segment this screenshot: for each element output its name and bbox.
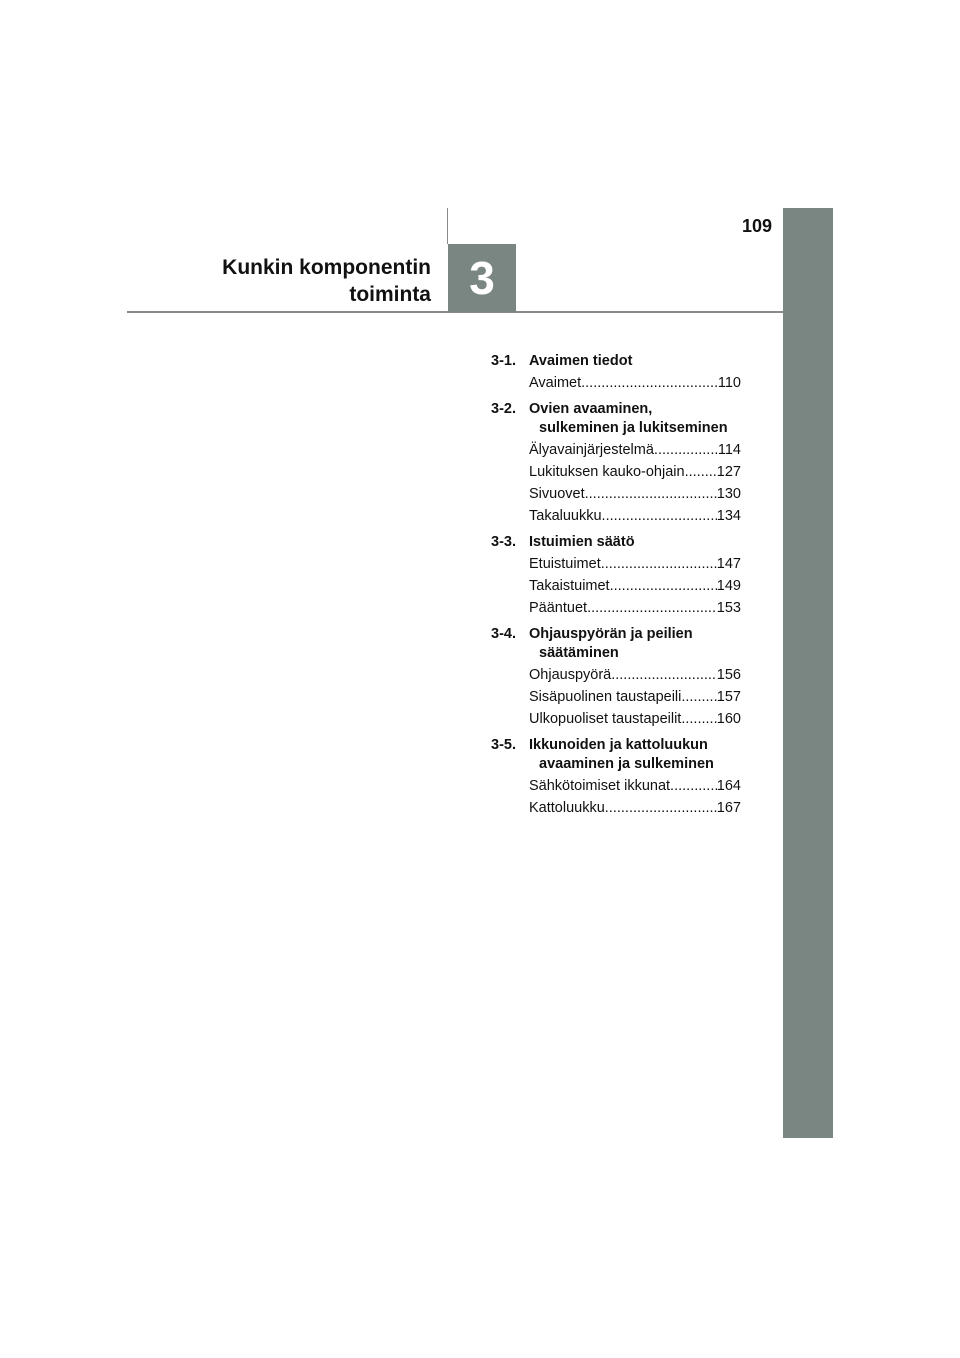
toc-entry-label: Takaluukku	[529, 508, 602, 524]
page-number: 109	[741, 216, 772, 236]
toc-entry-leader	[654, 441, 718, 460]
toc-section-number: 3-5.	[491, 737, 516, 753]
toc-section-heading	[491, 533, 741, 552]
toc-entry-leader	[681, 710, 716, 729]
toc-section-title	[529, 400, 741, 438]
toc-entry[interactable]	[529, 441, 741, 460]
header-vertical-rule	[447, 208, 448, 244]
toc-entry-page: 147	[716, 556, 741, 572]
toc-entry[interactable]	[529, 485, 741, 504]
toc-section-title	[529, 533, 741, 552]
toc-section-number: 3-2.	[491, 401, 516, 417]
toc-section-title	[529, 352, 741, 371]
toc-entry[interactable]	[529, 577, 741, 596]
toc-entry-page: 153	[716, 600, 741, 616]
toc-entry-page: 157	[716, 689, 741, 705]
toc-section-title	[529, 625, 741, 663]
toc-entry-label: Takaistuimet	[529, 578, 610, 594]
toc-entry-page: 134	[716, 508, 741, 524]
toc-section-title	[529, 736, 741, 774]
toc-entry-leader	[581, 374, 718, 393]
toc-entry-page: 127	[716, 464, 741, 480]
toc-entry[interactable]	[529, 555, 741, 574]
toc-section-title-line1: Ikkunoiden ja kattoluukun	[529, 737, 708, 753]
toc-entry-label: Avaimet	[529, 375, 582, 391]
toc-entry-label: Älyavainjärjestelmä	[529, 442, 654, 458]
toc-entry[interactable]	[529, 507, 741, 526]
toc-entry-label: Etuistuimet	[529, 556, 601, 572]
toc-entry-leader	[602, 507, 717, 526]
toc-entry-label: Pääntuet	[529, 600, 588, 616]
chapter-title-line2: toiminta	[349, 283, 431, 306]
toc-entry-label: Sähkötoimiset ikkunat	[529, 778, 671, 794]
toc-section-number: 3-1.	[491, 353, 516, 369]
toc-entry[interactable]	[529, 688, 741, 707]
toc-entry-label: Kattoluukku	[529, 800, 605, 816]
toc-entry-page: 160	[716, 711, 741, 727]
toc-entry[interactable]	[529, 710, 741, 729]
toc-entry-leader	[605, 799, 717, 818]
chapter-title-line1: Kunkin komponentin	[222, 256, 431, 279]
toc-entry[interactable]	[529, 799, 741, 818]
toc-entry[interactable]	[529, 374, 741, 393]
toc-entry-leader	[611, 666, 717, 685]
toc-section-title-line1: Ovien avaaminen,	[529, 401, 653, 417]
toc-section-heading	[491, 352, 741, 371]
toc-section-title-line1: Istuimien säätö	[529, 534, 635, 550]
toc-entry-label: Lukituksen kauko-ohjain	[529, 464, 685, 480]
toc-entry-page: 110	[717, 375, 741, 391]
toc-section-title-line1: Ohjauspyörän ja peilien	[529, 626, 693, 642]
toc-entry-leader	[670, 777, 717, 796]
toc-section-title-line2: säätäminen	[539, 645, 619, 661]
toc-entry-page: 164	[716, 778, 741, 794]
toc-entry[interactable]	[529, 599, 741, 618]
toc-section-title-line2: sulkeminen ja lukitseminen	[539, 420, 728, 436]
toc-section-number: 3-4.	[491, 626, 516, 642]
toc-section-number: 3-3.	[491, 534, 516, 550]
toc-entry-leader	[601, 555, 717, 574]
toc-entry-label: Ulkopuoliset taustapeilit	[529, 711, 682, 727]
toc-section-title-line1: Avaimen tiedot	[529, 353, 633, 369]
toc-entry-leader	[585, 485, 717, 504]
toc-section-heading	[491, 736, 741, 774]
toc-entry-label: Ohjauspyörä	[529, 667, 612, 683]
toc-section-heading	[491, 400, 741, 438]
chapter-number-badge: 3	[448, 244, 516, 312]
toc-entry-page: 114	[717, 442, 741, 458]
toc-entry-leader	[610, 577, 717, 596]
toc-entry-leader	[685, 463, 717, 482]
toc-entry[interactable]	[529, 463, 741, 482]
toc-entry-label: Sivuovet	[529, 486, 585, 502]
toc-entry-label: Sisäpuolinen taustapeili	[529, 689, 682, 705]
toc-entry[interactable]	[529, 666, 741, 685]
toc-entry-leader	[587, 599, 717, 618]
toc-entry-page: 156	[716, 667, 741, 683]
toc-entry-leader	[681, 688, 716, 707]
toc-entry[interactable]	[529, 777, 741, 796]
chapter-title	[131, 254, 431, 308]
toc-entry-page: 167	[716, 800, 741, 816]
toc-entry-page: 149	[716, 578, 741, 594]
toc-section-heading	[491, 625, 741, 663]
toc-entry-page: 130	[716, 486, 741, 502]
toc-section-title-line2: avaaminen ja sulkeminen	[539, 756, 714, 772]
chapter-side-tab	[783, 208, 833, 1138]
table-of-contents	[491, 352, 741, 818]
